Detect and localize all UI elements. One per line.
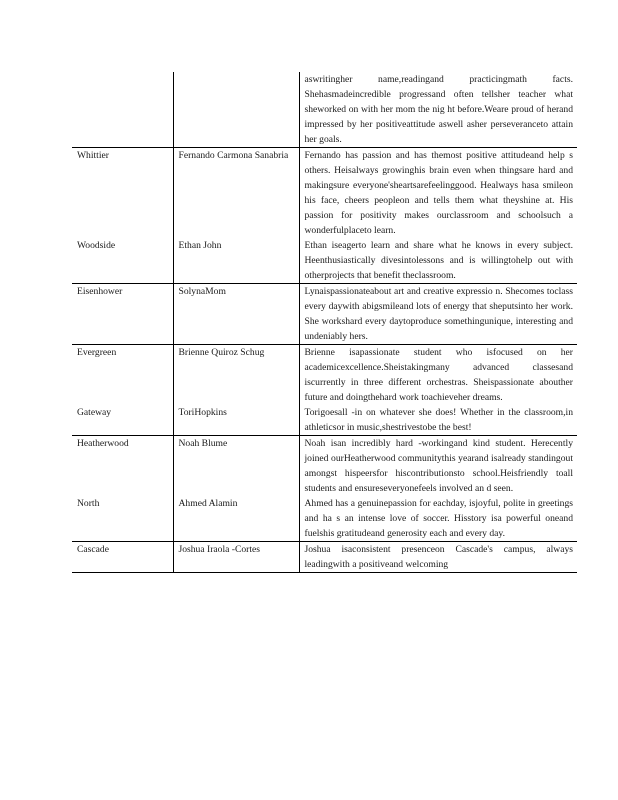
description-cell: Brienne isapassionate student who isfocused on her academicexcellence.Sheistakingmany advanced classesand iscurrently in three different orchestras. Sheispassionate abouther future and doingthehard work toachieveher dreams. xyxy=(304,347,573,403)
table-row xyxy=(72,238,577,284)
school-cell: Woodside xyxy=(72,238,173,284)
table-row xyxy=(72,542,577,573)
table-row xyxy=(72,72,577,148)
description-cell: Ethan iseagerto learn and share what he knows in every subject. Heenthusiastically divesintolessons and is willingtohelp out with otherprojects that benefit theclassroom. xyxy=(299,238,577,284)
student-name-cell: SolynaMom xyxy=(173,284,299,345)
table-row xyxy=(72,405,577,436)
table-row xyxy=(72,496,577,542)
student-name-cell: Noah Blume xyxy=(173,436,299,497)
table-row xyxy=(72,436,577,497)
school-cell: Evergreen xyxy=(72,345,173,406)
table-row xyxy=(72,345,577,406)
student-name-cell: Joshua Iraola -Cortes xyxy=(173,542,299,573)
student-name-cell xyxy=(173,72,299,148)
awards-table xyxy=(72,72,577,573)
description-cell: Lynaispassionateabout art and creative expressio n. Shecomes toclass every daywith abigsmileand lots of energy that sheputsinto her work. She workshard every daytoproduce somethingunique, interesting and undeniably hers. xyxy=(299,284,577,345)
student-name-cell: Fernando Carmona Sanabria xyxy=(173,148,299,239)
student-name-cell: Ahmed Alamin xyxy=(173,496,299,542)
school-cell: Whittier xyxy=(72,148,173,239)
school-cell: Eisenhower xyxy=(72,284,173,345)
description-cell: Noah isan incredibly hard -workingand kind student. Herecently joined ourHeatherwood communitythis yearand isalready standingout amongst hispeersfor hiscontributionsto school.Heisfriendly toall students and ensureseveryonefeels involved an d seen. xyxy=(304,438,573,494)
student-name-cell: Brienne Quiroz Schug xyxy=(173,345,299,406)
school-cell: Heatherwood xyxy=(72,436,173,497)
student-name-cell: ToriHopkins xyxy=(173,405,299,436)
school-cell: North xyxy=(72,496,173,542)
table-row xyxy=(72,284,577,345)
table-row xyxy=(72,148,577,239)
description-cell: Ahmed has a genuinepassion for eachday, isjoyful, polite in greetings and ha s an intense love of soccer. Hisstory isa powerful oneand fuelshis gratitudeand generosity each and every day. xyxy=(299,496,577,542)
description-cell: Torigoesall -in on whatever she does! Whether in the classroom,in athleticsor in music,shestrivestobe the best! xyxy=(299,405,577,436)
description-cell: Fernando has passion and has themost positive attitudeand help s others. Heisalways growinghis brain even when thingsare hard and makingsure everyone'sheartsarefeelinggood. Healways hasa smileon his face, cheers peopleon and tells them what theyshine at. His passion for positivity makes ourclassroom and schoolsuch a wonderfulplaceto learn. xyxy=(304,150,573,236)
student-name-cell: Ethan John xyxy=(173,238,299,284)
school-cell xyxy=(72,72,173,148)
school-cell: Cascade xyxy=(72,542,173,573)
school-cell: Gateway xyxy=(72,405,173,436)
description-cell: aswritingher name,readingand practicingmath facts. Shehasmadeincredible progressand often tellsher teacher what sheworked on with her mom the nig ht before.Weare proud of herand impressed by her positiveattitude aswell asher perseveranceto attain her goals. xyxy=(299,72,577,148)
description-cell: Joshua isaconsistent presenceon Cascade's campus, always leadingwith a positiveand welcoming xyxy=(299,542,577,573)
